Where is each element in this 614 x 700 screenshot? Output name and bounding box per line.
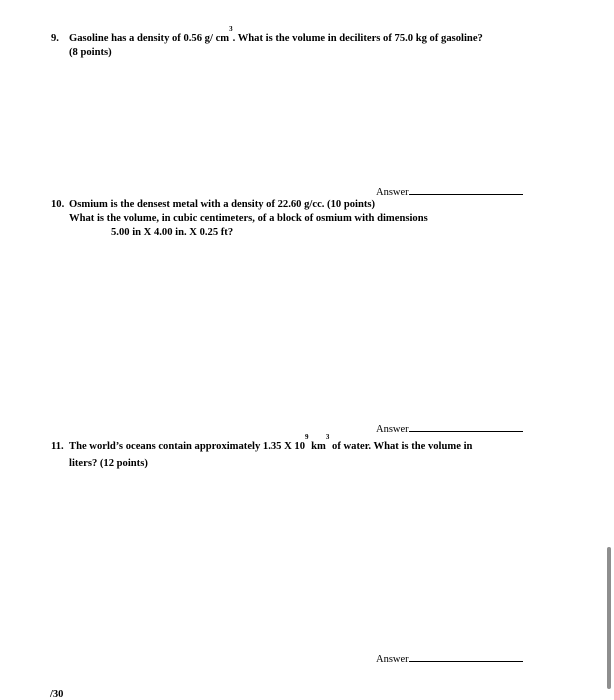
answer-line[interactable] <box>409 652 523 662</box>
question-number: 9. <box>51 33 59 44</box>
question-number: 10. <box>51 199 65 210</box>
answer-line[interactable] <box>409 422 523 432</box>
answer-blank-9 <box>376 185 523 198</box>
question-10-line3: 5.00 in X 4.00 in. X 0.25 ft? <box>111 227 234 238</box>
question-9-points: (8 points) <box>69 47 112 58</box>
vertical-scrollbar[interactable] <box>607 547 611 689</box>
question-11-points: liters? (12 points) <box>69 458 148 469</box>
question-text: The world’s oceans contain approximately 1.35 X $10^9$ $km^3$ of water. What is the volume in <box>69 433 473 452</box>
answer-label: Answer <box>376 424 409 435</box>
answer-blank-11 <box>376 652 523 665</box>
question-text: Osmium is the densest metal with a density of 22.60 g/cc. (10 points) <box>69 199 376 210</box>
answer-label: Answer <box>376 187 409 198</box>
question-11 <box>51 433 473 454</box>
question-number: 11. <box>51 441 64 452</box>
question-10-line2: What is the volume, in cubic centimeters, of a block of osmium with dimensions <box>69 213 428 224</box>
answer-line[interactable] <box>409 185 523 195</box>
answer-label: Answer <box>376 654 409 665</box>
question-10 <box>51 198 375 212</box>
score-footer: /30 <box>50 689 64 700</box>
answer-blank-10 <box>376 422 523 435</box>
question-9 <box>51 25 483 46</box>
question-text: Gasoline has a density of 0.56 g/ $cm^3$. What is the volume in deciliters of 75.0 kg of gasoline? <box>69 25 483 44</box>
